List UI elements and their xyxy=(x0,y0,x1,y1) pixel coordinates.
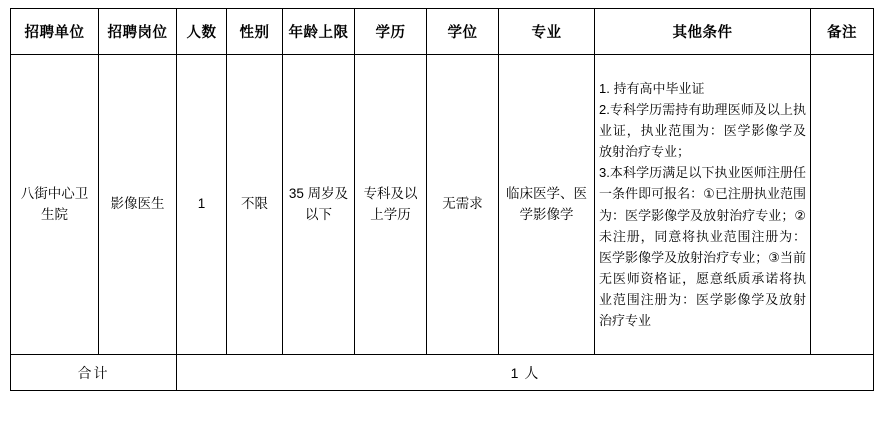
other-condition-2: 2.专科学历需持有助理医师及以上执业证，执业范围为：医学影像学及放射治疗专业； xyxy=(599,102,806,160)
header-cell-education: 学历 xyxy=(355,9,427,55)
header-cell-sex: 性别 xyxy=(227,9,283,55)
header-cell-age-limit: 年龄上限 xyxy=(283,9,355,55)
header-cell-note: 备注 xyxy=(811,9,874,55)
total-label: 合计 xyxy=(11,355,177,391)
header-cell-major: 专业 xyxy=(499,9,595,55)
cell-post: 影像医生 xyxy=(99,55,177,355)
other-condition-3: 3.本科学历满足以下执业医师注册任一条件即可报名：①已注册执业范围为：医学影像学及放射治疗专业；②未注册，同意将执业范围注册为：医学影像学及放射治疗专业；③当前无医师资格证，愿意纸质承诺将执业范围注册为：医学影像学及放射治疗专业 xyxy=(599,165,806,328)
cell-other-conditions xyxy=(595,55,811,355)
header-cell-number: 人数 xyxy=(177,9,227,55)
table-header xyxy=(11,9,874,55)
recruitment-table xyxy=(10,8,874,391)
cell-age-limit: 35 周岁及以下 xyxy=(283,55,355,355)
cell-sex: 不限 xyxy=(227,55,283,355)
header-cell-degree: 学位 xyxy=(427,9,499,55)
cell-unit: 八街中心卫生院 xyxy=(11,55,99,355)
header-cell-other: 其他条件 xyxy=(595,9,811,55)
cell-degree: 无需求 xyxy=(427,55,499,355)
table-footer xyxy=(11,355,874,391)
table-body xyxy=(11,55,874,355)
total-row xyxy=(11,355,874,391)
table-row xyxy=(11,55,874,355)
other-condition-1: 1. 持有高中毕业证 xyxy=(599,81,705,97)
header-row xyxy=(11,9,874,55)
cell-note xyxy=(811,55,874,355)
cell-major: 临床医学、医学影像学 xyxy=(499,55,595,355)
cell-number: 1 xyxy=(177,55,227,355)
total-value: 1 人 xyxy=(177,355,874,391)
header-cell-post: 招聘岗位 xyxy=(99,9,177,55)
header-cell-unit: 招聘单位 xyxy=(11,9,99,55)
cell-education: 专科及以上学历 xyxy=(355,55,427,355)
